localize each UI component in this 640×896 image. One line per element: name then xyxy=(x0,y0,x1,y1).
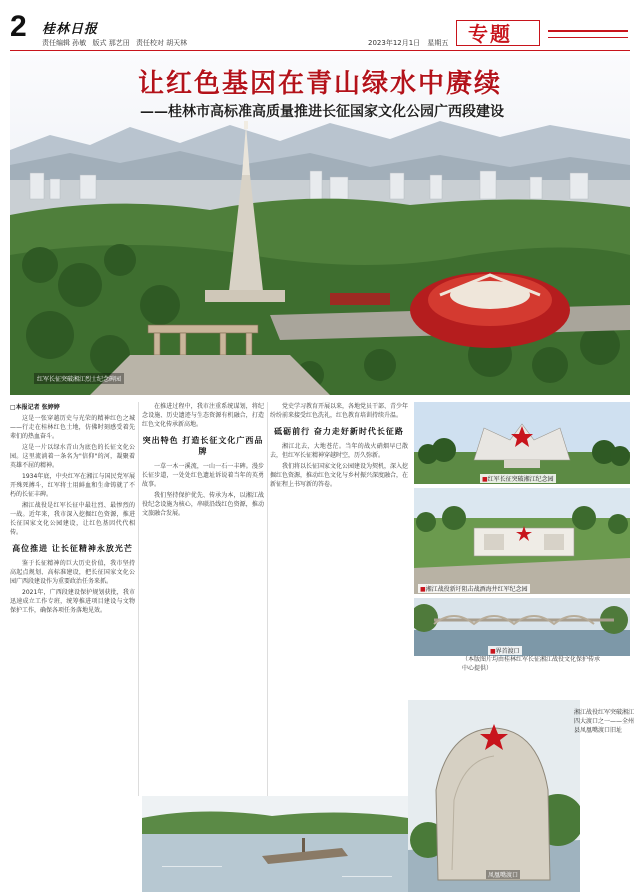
hero-photo xyxy=(10,55,630,395)
photo-caption-text: 湘江战役新圩阻击战酒海井红军纪念园 xyxy=(425,586,528,593)
section-subhead: 砥砺前行 奋力走好新时代长征路 xyxy=(274,426,404,436)
masthead-rule xyxy=(10,50,630,51)
hero-caption: 红军长征突破湘江烈士纪念碑园 xyxy=(34,373,124,384)
masthead xyxy=(0,0,640,62)
fenghuangzui-stone-photo xyxy=(408,700,580,892)
bottom-caption: 凤凰嘴渡口 xyxy=(488,872,519,879)
editor-credit: 责任编辑 孙敏 xyxy=(42,39,87,47)
weekday-text: 星期五 xyxy=(427,39,449,47)
memorial-garden-image xyxy=(414,402,630,484)
section-title: 专题 xyxy=(468,22,512,46)
masthead-decoration xyxy=(548,30,628,38)
fenghuangzui-stone-image xyxy=(408,700,580,892)
section-subhead: 突出特色 打造长征文化广西品牌 xyxy=(142,435,264,456)
page-number: 2 xyxy=(10,10,27,43)
article-paragraph: 我们将以长征国家文化公园建设为契机，深入挖掘红色资源，推动红色文化与乡村振兴深度融合，在新征程上书写新的答卷。 xyxy=(270,463,408,488)
article-paragraph: 鉴于长征精神的巨大历史价值，我市坚持高起点规划、高标准建设，把长征国家文化公园广西段建设作为重要政治任务来抓。 xyxy=(10,560,135,585)
photo-caption: ■红军长征突破湘江纪念园 xyxy=(482,476,554,483)
jiuhaijing-memorial-image xyxy=(414,488,630,594)
article-column-1 xyxy=(10,402,135,796)
article-paragraph: 这是一片以绿水青山为底色的长征文化公园。这里流淌着一条名为"信仰"的河，凝聚着英雄不屈的精神。 xyxy=(10,444,135,469)
subheadline: ——桂林市高标准高质量推进长征国家文化公园广西段建设 xyxy=(140,104,504,120)
photo-source-note: （本版图片均由桂林红军长征湘江战役文化保护传承中心提供） xyxy=(462,656,601,672)
river-boats-image xyxy=(142,796,408,892)
paper-name: 桂林日报 xyxy=(42,22,99,37)
byline: □本报记者 张婷婷 xyxy=(10,404,60,411)
article-paragraph: 2021年，广西段建设保护规划获批，我市迅速成立工作专班，统筹推进项目建设与文物保护工作，确保各项任务落地见效。 xyxy=(10,589,135,614)
side-caption: 湘江战役红军突破湘江四大渡口之一——全州县凤凰嘴渡口旧址 xyxy=(574,709,635,734)
article-paragraph: 1934年底，中央红军在湘江与国民党军展开殊死搏斗，红军将士用鲜血和生命铸就了不朽的长征丰碑。 xyxy=(10,473,135,498)
editor-credits xyxy=(42,38,191,48)
photo-caption: ■界首渡口 xyxy=(490,648,520,655)
jieshou-ferry-photo xyxy=(414,598,630,656)
column-divider xyxy=(138,402,139,796)
photo-caption: ■湘江战役新圩阻击战酒海井红军纪念园 xyxy=(420,586,528,593)
article-column-3 xyxy=(270,402,408,796)
editor-credit: 责任校对 胡天林 xyxy=(135,39,188,47)
photo-caption-text: 界首渡口 xyxy=(495,648,520,655)
river-boats-photo xyxy=(142,796,408,892)
headline: 让红色基因在青山绿水中赓续 xyxy=(137,69,502,99)
article-paragraph: 我们坚持保护优先、传承为本，以湘江战役纪念设施为核心，串联沿线红色资源，推动文旅融合发展。 xyxy=(142,492,264,517)
article-paragraph: 在推进过程中，我市注重系统谋划，将纪念设施、历史遗迹与生态资源有机融合，打造红色文化传承新高地。 xyxy=(142,403,264,428)
article-paragraph: 一草一木一溪流，一山一石一丰碑。漫步长征步道，一处处红色遗址诉说着当年的英勇故事。 xyxy=(142,463,264,488)
column-divider xyxy=(267,402,268,796)
date-text: 2023年12月1日 xyxy=(368,39,421,47)
jieshou-ferry-image xyxy=(414,598,630,656)
memorial-garden-photo xyxy=(414,402,630,484)
article-paragraph: 湘江战役是红军长征中最壮烈、最惨烈的一战。近年来，我市深入挖掘红色资源，推进长征国家文化公园建设，让红色基因代代相传。 xyxy=(10,502,135,536)
article-paragraph: 党史学习教育开展以来，各地党员干部、青少年纷纷前来接受红色洗礼，红色教育培训持续升温。 xyxy=(270,403,408,419)
section-subhead: 高位推进 让长征精神永放光芒 xyxy=(12,543,133,553)
issue-date xyxy=(368,38,453,48)
editor-credit: 版式 那艺田 xyxy=(92,39,130,47)
photo-caption-text: 红军长征突破湘江纪念园 xyxy=(487,476,554,483)
article-paragraph: 这是一张穿越历史与光荣的精神红色之城——行走在桂林红色土地，仿佛时刻感受着先辈们的热血奋斗。 xyxy=(10,415,135,440)
article-paragraph: 湘江北去，大地苍茫。当年的战火硝烟早已散去，但红军长征精神穿越时空，历久弥新。 xyxy=(270,443,408,459)
article-column-2 xyxy=(142,402,264,796)
jiuhaijing-memorial-photo xyxy=(414,488,630,594)
